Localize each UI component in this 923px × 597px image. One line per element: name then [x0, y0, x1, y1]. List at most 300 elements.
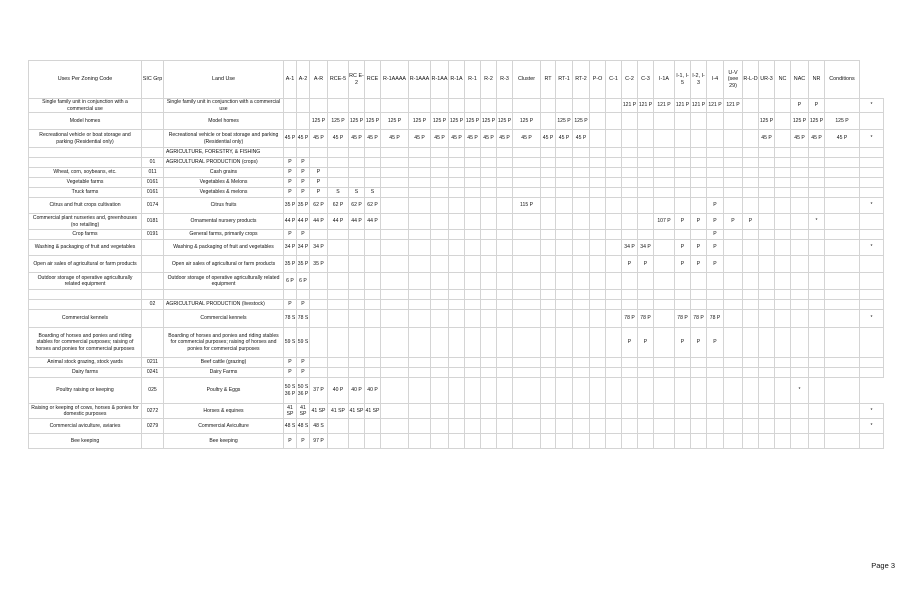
zone-cell	[809, 434, 825, 449]
zone-cell	[449, 178, 465, 188]
zone-cell	[825, 404, 860, 419]
zone-cell: 125 P	[573, 113, 590, 130]
zone-cell	[513, 214, 541, 230]
zone-cell	[654, 300, 675, 310]
zone-cell	[541, 230, 556, 240]
table-row	[29, 404, 884, 419]
zone-cell	[743, 300, 759, 310]
table-row	[29, 273, 884, 290]
table-row	[29, 158, 884, 168]
table-row	[29, 419, 884, 434]
zone-cell	[691, 300, 707, 310]
zone-cell: 41 SP	[284, 404, 297, 419]
zone-cell	[409, 198, 431, 214]
zone-cell	[775, 158, 791, 168]
uses-cell: Bee keeping	[29, 434, 142, 449]
zone-cell	[809, 188, 825, 198]
land-use-cell: Ornamental nursery products	[164, 214, 284, 230]
zone-cell	[724, 188, 743, 198]
zone-cell	[743, 290, 759, 300]
zone-cell: 121 P	[638, 99, 654, 113]
zone-cell	[481, 378, 497, 404]
zone-cell	[707, 378, 724, 404]
zone-cell	[675, 178, 691, 188]
zone-cell	[825, 240, 860, 256]
zone-cell: P	[284, 300, 297, 310]
zone-cell	[541, 178, 556, 188]
zone-cell	[556, 178, 573, 188]
table-row	[29, 113, 884, 130]
column-header: R-1	[465, 61, 481, 99]
zone-cell	[809, 230, 825, 240]
table-row	[29, 240, 884, 256]
zone-cell	[590, 256, 606, 273]
column-header: P-O	[590, 61, 606, 99]
zone-cell	[349, 290, 365, 300]
zone-cell: P	[675, 240, 691, 256]
zone-cell	[365, 273, 381, 290]
zone-cell	[759, 158, 775, 168]
zone-cell	[349, 273, 365, 290]
column-header: I-4	[707, 61, 724, 99]
zone-cell: 45 P	[481, 130, 497, 148]
zone-cell	[481, 230, 497, 240]
zone-cell	[497, 158, 513, 168]
zone-cell	[590, 378, 606, 404]
zone-cell	[497, 198, 513, 214]
sic-cell: 02	[142, 300, 164, 310]
zone-cell: 40 P	[328, 378, 349, 404]
zone-cell: P	[707, 328, 724, 358]
zone-cell: 48 S	[297, 419, 310, 434]
zone-cell	[431, 434, 449, 449]
table-row	[29, 256, 884, 273]
zone-cell	[606, 178, 622, 188]
zone-cell	[707, 178, 724, 188]
zone-cell	[724, 434, 743, 449]
zone-cell	[481, 178, 497, 188]
zone-cell	[654, 368, 675, 378]
zone-cell	[513, 358, 541, 368]
zone-cell: 62 P	[310, 198, 328, 214]
zone-cell	[622, 358, 638, 368]
sic-cell: 0191	[142, 230, 164, 240]
zone-cell	[556, 358, 573, 368]
zone-cell	[825, 434, 860, 449]
zone-cell	[590, 99, 606, 113]
zone-cell	[381, 290, 409, 300]
zone-cell	[791, 300, 809, 310]
zone-cell	[497, 300, 513, 310]
uses-cell: Wheat, corn, soybeans, etc.	[29, 168, 142, 178]
zone-cell	[654, 419, 675, 434]
zone-cell	[310, 328, 328, 358]
land-use-cell: Beef cattle (grazing)	[164, 358, 284, 368]
zone-cell	[654, 148, 675, 158]
zone-cell	[638, 404, 654, 419]
zone-cell	[638, 273, 654, 290]
zone-cell	[284, 148, 297, 158]
zone-cell	[381, 300, 409, 310]
zone-cell	[743, 148, 759, 158]
zone-cell	[791, 368, 809, 378]
zone-cell	[409, 419, 431, 434]
zone-cell	[481, 198, 497, 214]
zone-cell: *	[860, 99, 884, 113]
zone-cell	[809, 198, 825, 214]
zone-cell	[743, 240, 759, 256]
zone-cell	[775, 99, 791, 113]
zone-cell	[297, 113, 310, 130]
zone-cell	[606, 300, 622, 310]
zone-cell	[541, 310, 556, 328]
zone-cell	[310, 310, 328, 328]
zone-cell	[349, 99, 365, 113]
zone-cell	[860, 188, 884, 198]
zone-cell: 40 P	[349, 378, 365, 404]
zone-cell	[431, 368, 449, 378]
zone-cell: 44 P	[284, 214, 297, 230]
zone-cell	[310, 158, 328, 168]
zone-cell	[606, 273, 622, 290]
zone-cell: P	[707, 256, 724, 273]
zone-cell	[759, 240, 775, 256]
zone-cell	[381, 328, 409, 358]
zone-cell	[724, 404, 743, 419]
zone-cell	[481, 256, 497, 273]
zone-cell	[449, 368, 465, 378]
zone-cell	[497, 358, 513, 368]
zone-cell	[724, 378, 743, 404]
zone-cell	[556, 198, 573, 214]
zone-cell	[675, 158, 691, 168]
zone-cell	[556, 419, 573, 434]
column-header: C-1	[606, 61, 622, 99]
zone-cell	[349, 178, 365, 188]
zone-cell	[759, 230, 775, 240]
zone-cell	[328, 178, 349, 188]
zone-cell: 50 S 36 P	[284, 378, 297, 404]
zone-cell	[497, 256, 513, 273]
zone-cell	[809, 158, 825, 168]
zone-cell	[328, 358, 349, 368]
zone-cell	[759, 256, 775, 273]
zone-cell	[409, 168, 431, 178]
zone-cell	[622, 148, 638, 158]
zone-cell	[691, 158, 707, 168]
zone-cell	[365, 434, 381, 449]
zone-cell	[654, 230, 675, 240]
zone-cell	[573, 148, 590, 158]
sic-cell: 01	[142, 158, 164, 168]
zone-cell: P	[284, 230, 297, 240]
zone-cell	[606, 256, 622, 273]
zone-cell	[449, 158, 465, 168]
zone-cell	[431, 310, 449, 328]
zone-cell	[743, 256, 759, 273]
zone-cell	[449, 214, 465, 230]
zone-cell: P	[691, 240, 707, 256]
zone-cell	[449, 240, 465, 256]
zone-cell	[707, 434, 724, 449]
zone-cell: 41 SP	[349, 404, 365, 419]
zone-cell	[606, 113, 622, 130]
zone-cell	[497, 404, 513, 419]
zone-cell	[654, 310, 675, 328]
zone-cell	[513, 178, 541, 188]
zone-cell	[759, 368, 775, 378]
zone-cell	[541, 256, 556, 273]
zone-cell	[556, 378, 573, 404]
zone-cell	[759, 148, 775, 158]
table-body	[29, 99, 884, 449]
column-header: I-1A	[654, 61, 675, 99]
uses-cell: Commercial kennels	[29, 310, 142, 328]
zone-cell	[860, 158, 884, 168]
zone-cell	[791, 158, 809, 168]
sic-cell: 0211	[142, 358, 164, 368]
zone-cell: P	[284, 178, 297, 188]
zone-cell	[328, 158, 349, 168]
zone-cell	[759, 214, 775, 230]
zone-cell	[775, 240, 791, 256]
zone-cell	[825, 230, 860, 240]
zone-cell	[481, 300, 497, 310]
zone-cell	[675, 300, 691, 310]
zone-cell	[724, 328, 743, 358]
zone-cell: 121 P	[707, 99, 724, 113]
zone-cell	[707, 130, 724, 148]
zone-cell: 35 P	[297, 256, 310, 273]
column-header: RCE-5	[328, 61, 349, 99]
zone-cell	[381, 178, 409, 188]
zone-cell: *	[860, 404, 884, 419]
zone-cell	[860, 434, 884, 449]
zone-cell	[825, 188, 860, 198]
sic-cell	[142, 328, 164, 358]
zone-cell	[809, 168, 825, 178]
sic-cell	[142, 273, 164, 290]
zone-cell	[573, 358, 590, 368]
column-header: NAC	[791, 61, 809, 99]
table-row	[29, 198, 884, 214]
zone-cell: 35 P	[284, 198, 297, 214]
zone-cell	[513, 419, 541, 434]
zone-cell	[775, 300, 791, 310]
table-row	[29, 130, 884, 148]
zone-cell	[743, 404, 759, 419]
zone-cell	[809, 240, 825, 256]
zone-cell	[654, 240, 675, 256]
zone-cell	[654, 198, 675, 214]
land-use-cell: Poultry & Eggs	[164, 378, 284, 404]
zone-cell: 45 P	[759, 130, 775, 148]
land-use-cell	[164, 290, 284, 300]
zone-cell	[775, 310, 791, 328]
column-header: RC E-2	[349, 61, 365, 99]
zone-cell: P	[622, 256, 638, 273]
column-header: RT-1	[556, 61, 573, 99]
zone-cell	[481, 358, 497, 368]
zone-cell	[465, 404, 481, 419]
zone-cell	[381, 404, 409, 419]
zone-cell	[590, 419, 606, 434]
zone-cell	[775, 113, 791, 130]
zone-cell	[759, 178, 775, 188]
table-row	[29, 358, 884, 368]
zone-cell	[497, 368, 513, 378]
zone-cell	[541, 148, 556, 158]
zone-cell	[541, 214, 556, 230]
zone-cell	[541, 358, 556, 368]
zone-cell	[809, 178, 825, 188]
zone-cell	[431, 378, 449, 404]
zone-cell	[573, 310, 590, 328]
zone-cell	[654, 434, 675, 449]
zone-cell: P	[297, 300, 310, 310]
zone-cell	[590, 214, 606, 230]
zone-cell	[556, 404, 573, 419]
zone-cell	[465, 310, 481, 328]
table-row	[29, 368, 884, 378]
zone-cell	[860, 113, 884, 130]
zone-cell	[328, 368, 349, 378]
zone-cell	[654, 158, 675, 168]
table-row	[29, 300, 884, 310]
zone-cell	[860, 300, 884, 310]
zone-cell	[310, 358, 328, 368]
zone-cell	[809, 310, 825, 328]
zone-cell	[743, 158, 759, 168]
land-use-cell: Boarding of horses and ponies and riding stables for commercial purposes; raising of horses and ponies for commercial purposes	[164, 328, 284, 358]
zone-cell	[743, 328, 759, 358]
zone-cell: 78 P	[638, 310, 654, 328]
zone-cell	[638, 148, 654, 158]
zone-cell	[707, 419, 724, 434]
zone-cell	[825, 148, 860, 158]
zone-cell	[449, 273, 465, 290]
zone-cell	[654, 290, 675, 300]
zone-cell	[465, 378, 481, 404]
zone-cell: 6 P	[297, 273, 310, 290]
zone-cell	[328, 273, 349, 290]
zone-cell: P	[622, 328, 638, 358]
zone-cell: 59 S	[297, 328, 310, 358]
zone-cell	[431, 300, 449, 310]
zone-cell	[590, 230, 606, 240]
zone-cell: P	[743, 214, 759, 230]
column-header: UR-3	[759, 61, 775, 99]
sic-cell: 0181	[142, 214, 164, 230]
zone-cell	[775, 419, 791, 434]
zone-cell	[465, 99, 481, 113]
zone-cell	[743, 230, 759, 240]
land-use-cell: AGRICULTURAL PRODUCTION (crops)	[164, 158, 284, 168]
zone-cell	[675, 378, 691, 404]
zone-cell	[449, 256, 465, 273]
zone-cell	[465, 273, 481, 290]
zone-cell	[791, 256, 809, 273]
zone-cell	[310, 230, 328, 240]
zone-cell	[606, 240, 622, 256]
zone-cell	[365, 290, 381, 300]
zone-cell	[573, 404, 590, 419]
zone-cell	[381, 188, 409, 198]
zone-cell	[707, 168, 724, 178]
zone-cell	[707, 300, 724, 310]
sic-cell	[142, 256, 164, 273]
zone-cell	[791, 273, 809, 290]
zone-cell	[775, 404, 791, 419]
zone-cell	[465, 358, 481, 368]
zone-cell	[297, 99, 310, 113]
zone-cell	[541, 404, 556, 419]
zone-cell: 78 S	[297, 310, 310, 328]
zone-cell	[724, 240, 743, 256]
uses-cell	[29, 300, 142, 310]
zone-cell: 121 P	[724, 99, 743, 113]
zone-cell	[481, 273, 497, 290]
zone-cell: P	[297, 158, 310, 168]
zone-cell	[465, 158, 481, 168]
zone-cell	[691, 130, 707, 148]
zone-cell	[513, 256, 541, 273]
uses-cell: Single family unit in conjunction with a commercial use	[29, 99, 142, 113]
zoning-table-container	[28, 60, 884, 449]
zone-cell	[328, 434, 349, 449]
column-header: Cluster	[513, 61, 541, 99]
zone-cell	[513, 158, 541, 168]
zone-cell	[513, 434, 541, 449]
zone-cell	[622, 404, 638, 419]
zone-cell	[606, 214, 622, 230]
zone-cell: 115 P	[513, 198, 541, 214]
land-use-cell: Vegetables & Melons	[164, 178, 284, 188]
zone-cell: *	[791, 378, 809, 404]
sic-cell: 011	[142, 168, 164, 178]
zone-cell	[743, 130, 759, 148]
zone-cell	[481, 404, 497, 419]
zone-cell	[724, 310, 743, 328]
zone-cell	[513, 230, 541, 240]
zone-cell: 45 P	[825, 130, 860, 148]
zone-cell	[349, 310, 365, 328]
zone-cell	[513, 240, 541, 256]
zone-cell	[449, 404, 465, 419]
zone-cell	[556, 168, 573, 178]
zone-cell	[541, 168, 556, 178]
zone-cell	[590, 178, 606, 188]
zone-cell	[775, 130, 791, 148]
column-header: NC	[775, 61, 791, 99]
zone-cell	[513, 99, 541, 113]
zone-cell	[328, 99, 349, 113]
zone-cell	[654, 404, 675, 419]
zone-cell	[724, 419, 743, 434]
zone-cell	[675, 434, 691, 449]
zone-cell	[590, 310, 606, 328]
zone-cell	[349, 368, 365, 378]
column-header: Conditions	[825, 61, 860, 99]
zone-cell	[622, 419, 638, 434]
column-header: R-1A	[449, 61, 465, 99]
zone-cell	[675, 198, 691, 214]
zone-cell	[707, 290, 724, 300]
zone-cell	[431, 240, 449, 256]
zone-cell	[743, 178, 759, 188]
zone-cell: 62 P	[349, 198, 365, 214]
zone-cell	[449, 419, 465, 434]
